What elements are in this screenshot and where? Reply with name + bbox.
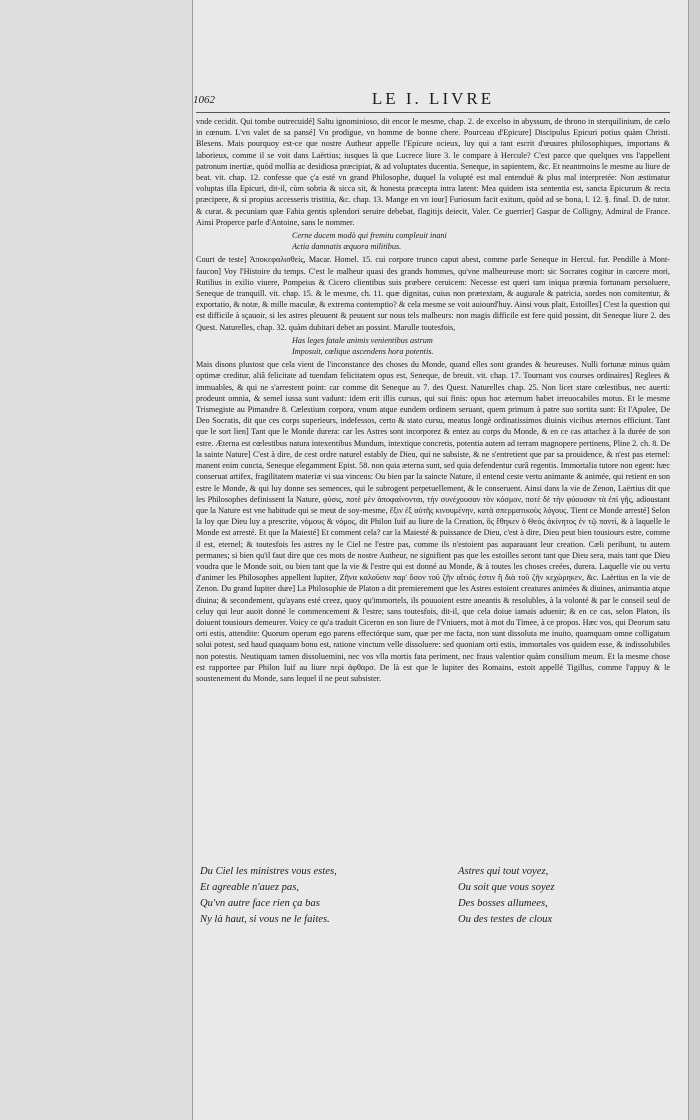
page-number: 1062 <box>193 94 215 106</box>
poem-line: Qu'vn autre face rien ça bas <box>200 898 320 909</box>
poem-line: Des bosses allumees, <box>458 898 548 909</box>
verse-line: Actia damnatis æquora militibus. <box>292 242 402 252</box>
poem-line: Du Ciel les ministres vous estes, <box>200 866 337 877</box>
poem-line: Ou des testes de cloux <box>458 914 553 925</box>
paragraph: Court de teste] Ἀποκεφαλισθείς, Macar. Homel. 15. cui corpore trunco caput abest, comme parle Seneque in Hercul. fur. Pendille à Mont-faucon] Voy l'Histoire du temps. C'est le malheur quasi des grands hommes, qu'vne malheureuse mort: sic Socrates cogitur in carcere mori, Rutilius in exilio viuere, Pompeius & Cicero clientibus suis præbere ceruicem: Necesse est queri tam iniqua præmia fortunam persoluere, Seneque de tranquill. vit. chap. 15. & le mesme, ch. 11. quæ dignitas, cuius non prætextam, & augurale & patricia, sordes non comitentur, & exportatio, & notæ, & mille maculæ, & extrema contemptio? & cela mesme se voit auiourd'huy. Ainsi vous plait, Estoilles] C'est la question qui est difficile à sçauoir, si les astres pleuuent & peuuent sur nous tels malheurs: non magis difficile est fere quid possint, dit Seneque liure 2. des Quest. Naturelles, chap. 32. quàm dubitari debet an possint. Marulle toutesfois, <box>196 255 670 332</box>
book-title: LE I. LIVRE <box>371 89 495 108</box>
poem-line: Ou soit que vous soyez <box>458 882 555 893</box>
paragraph: Mais disons plustost que cela vient de l'inconstance des choses du Monde, quand elles sont grandes & heureuses. Nulli fortunæ minus quàm optimæ creditur, aliâ felicitate ad tuendam felicitatem opus est, Seneque, de breuit. vit. chap. 17. Tournant vos courses ordinaires] Reglees & immuables, & qui ne s'arrestent point: car comme dit Seneque au 7. des Quest. Naturelles chap. 25. Non licet stare cœlestibus, nec auerti: prodeunt omnia, & semel iussa sunt vadunt: idem erit illis cursus, qui sui finis: opus hoc æternum habet irreuocabiles motus. Et le mesme Trismegiste au Pimandre 8. Cælestium corpora, vnum atque eundem ordinem seruant, quem primum à patre suo sortita sunt: Et l'Apulee, De Deo Socratis, dit que ces corps superieurs, indefessos, certo & stato cursu, meatus longè ordinatissimos diuinis vicibus æternos efficiunt. Tant que le sort lien] Tant que le Monde durera: car les Astres sont incorporez & entez au corps du Monde, & en ce cas attachez à la durée de son estre. Æterna est cœlestibus natura intexentibus Mundum, intextique concretis, potentia autem ad terram magnopere pertinens, Pline 2. ch. 8. De la sainte Nature] C'est à dire, de cest ordre naturel estably de Dieu, qui ne subsiste, & ne s'entretient que par sa prouidence, & n'est pas eternel: manent enim cuncta, Seneque elegamment Epist. 58. non quia æterna sunt, sed quia defendentur curâ regentis. Immortalia tutore non egent: hæc conseruat artifex, fragilitatem materiæ vi sua vincens: Ou bien par la saincte Nature, il entend ceste vertu animante & animée, qui retient en son estre le Monde, & qui luy donne ses semences, qui le subrogent perpetuellement, & le conseruent. Ainsi dans la vie de Zenon, Laërtius dit que les Philosophes definissent la Nature, φύσις, ποτὲ μὲν ἀποφαίνονται, τὴν συνέχουσαν τὸν κόσμον, ποτὲ δὲ τὴν φύουσαν τὰ ἐπὶ γῆς, adioustant que la Nature est vne habitude qui se meut de soy-mesme, ἕξιν ἐξ αὑτῆς κινουμένην, κατὰ σπερματικοὺς λόγους. Tient ce Monde arresté] Selon la loy que Dieu luy a prescrite, νόμους & νόμος, dit Philon Iuif au liure de la Creation, ὃς ἔθηκεν ὁ Θεὸς ἀκίνητος ἐν τῷ παντί, & à laquelle le Monde est arresté. Et que la Maiesté] Et comment cela? car la Maiesté & puissance de Dieu, c'est à dire, Dieu peut bien tousiours estre, comme il est, eternel; & toutesfois les astres ny le Ciel ne l'estre pas, comme ils n'estoient pas auparauant leur creation. Cæli peribunt, tu autem permanes; si bien qu'il faut dire que ces mots de nostre Autheur, ne signifient pas que les estoilles seront tant que Dieu sera, mais tant que Dieu voudra que le Monde soit, ou bien tant que la vie & l'estre qui est donné au Monde, & à toutes les choses creées, durera. Laquelle vie ou vertu d'animer les Philosophes appellent Iupiter, Ζῆνα καλοῦσιν παρ' ὅσον τοῦ ζῆν αἴτιός ἐστιν ἢ διὰ τοῦ ζῆν κεχώρηκεν, &c. Laërtius en la vie de Zenon. Du grand Iupiter dure] La Philosophie de Platon a dit premierement que les Astres estoient creatures animées & diuines, animantia atque diuina; & secondement, qu'ayans esté creez, quoy qu'immortels, ils pouuoient estre aneantis & resolubles, à la volonté & par le conseil seul de celuy qui leur auoit donné le commencement & l'estre; sans toutesfois, dit-il, que cela doiue iamais aduenir; & en ce cas, selon Platon, ils doiuent tousiours demeurer. Voicy ce qu'a traduit Ciceron en son liure de l'Vniuers, mot à mot du Timee, à ce propos. Hæc vos, qui Deorum satu orti estis, attendite: Quorum operum ego parens effectórque sum, quæ per me facta, non sunt dissoluta me inuito, quamquam omne colligatum solui potest, sed haud quaquam bonu est, ratione vinctum velle dissoluere: sed quoniam orti estis, immortales vos quidem esse, & indissolubiles non potestis. Neutiquam tamen dissoluemini, nec vos vlla mortis fata periment, nec fraus valentior quàm consilium meum. Et la mesme chose est rapportee par Philon Iuif au liure περὶ ἀφθαρσ. De là est que le Iupiter des Romains, estoit appellé Tigillus, comme l'appuy & le soustenement du Monde, sans lequel il ne peut subsister. <box>196 360 670 683</box>
paragraph: vnde cecidit. Qui tombe outrecuidé] Saltu ignominioso, dit encor le mesme, chap. 2. de excelso in abyssum, de throno in sterquilinium, de cælo in cœnum. L'vn valet de sa pansé] Vn prodigue, vn homme de bonne chere. Pourceau d'Epicure] Discipulus Epicuri potius quàm Christi. Blesens. Mais pourquoy est-ce que nostre Autheur appelle l'Epicure ocieux, luy qui a tant escrit d'œuures philosophiques, importans & laborieux, comme il se voit dans Laërtius; iusques là que Lucrece liure 3. le compare à Hercule? C'est parce que quelques vns l'appellent patronum inertiæ, quòd mollia ac desidiosa præcipiat, & ad voluptates ducentia. Seneque, in sapientem, &c. Et neantmoins le mesme au liure de beat. vit. chap. 12. confesse que ç'a esté vn grand Philosophe, duquel la volupté est mal entenduë & plus mal interpretée: Non æstimatur voluptas illa Epicuri, dit-il, cùm sobria & sicca sit, & honesta præcepta intra latent: Mea quidem ista sententia est, sancta Epicurum & recta præcipere, & si propius accesseris tristitia, &c. chap. 13. Mange en vn iour] Furiosum facit exitum, quòd ad se bona, l. 12. §. final. D. de tutor. & curat. & pecuniam quæ Fabia gentis splendori seruire debebat, flagitijs deiecit, Valer. Ce guerrier] Gaspar de Colligny, Admiral de France. Ainsi Properce parle d'Antoine, sans le nommer. <box>196 117 670 227</box>
text-block <box>193 88 670 685</box>
verse-line: Cerne ducem modò qui fremitu compleuit inani <box>292 231 447 241</box>
poem-right-column <box>458 864 555 928</box>
poem-line: Et agreable n'auez pas, <box>200 882 299 893</box>
poem-left-column <box>200 864 337 928</box>
left-margin <box>0 0 193 1120</box>
poem-line: Astres qui tout voyez, <box>458 866 549 877</box>
verse-line: Has leges fatale animis venientibus astrum <box>292 335 433 345</box>
commentary-text <box>196 116 670 684</box>
right-edge <box>688 0 700 1120</box>
running-head <box>193 88 670 113</box>
quoted-verse <box>196 335 670 357</box>
poem-line: Ny là haut, si vous ne le faites. <box>200 914 330 925</box>
verse-line: Imposuit, cœlique ascendens hora potentis. <box>292 347 434 357</box>
quoted-verse <box>196 230 670 252</box>
